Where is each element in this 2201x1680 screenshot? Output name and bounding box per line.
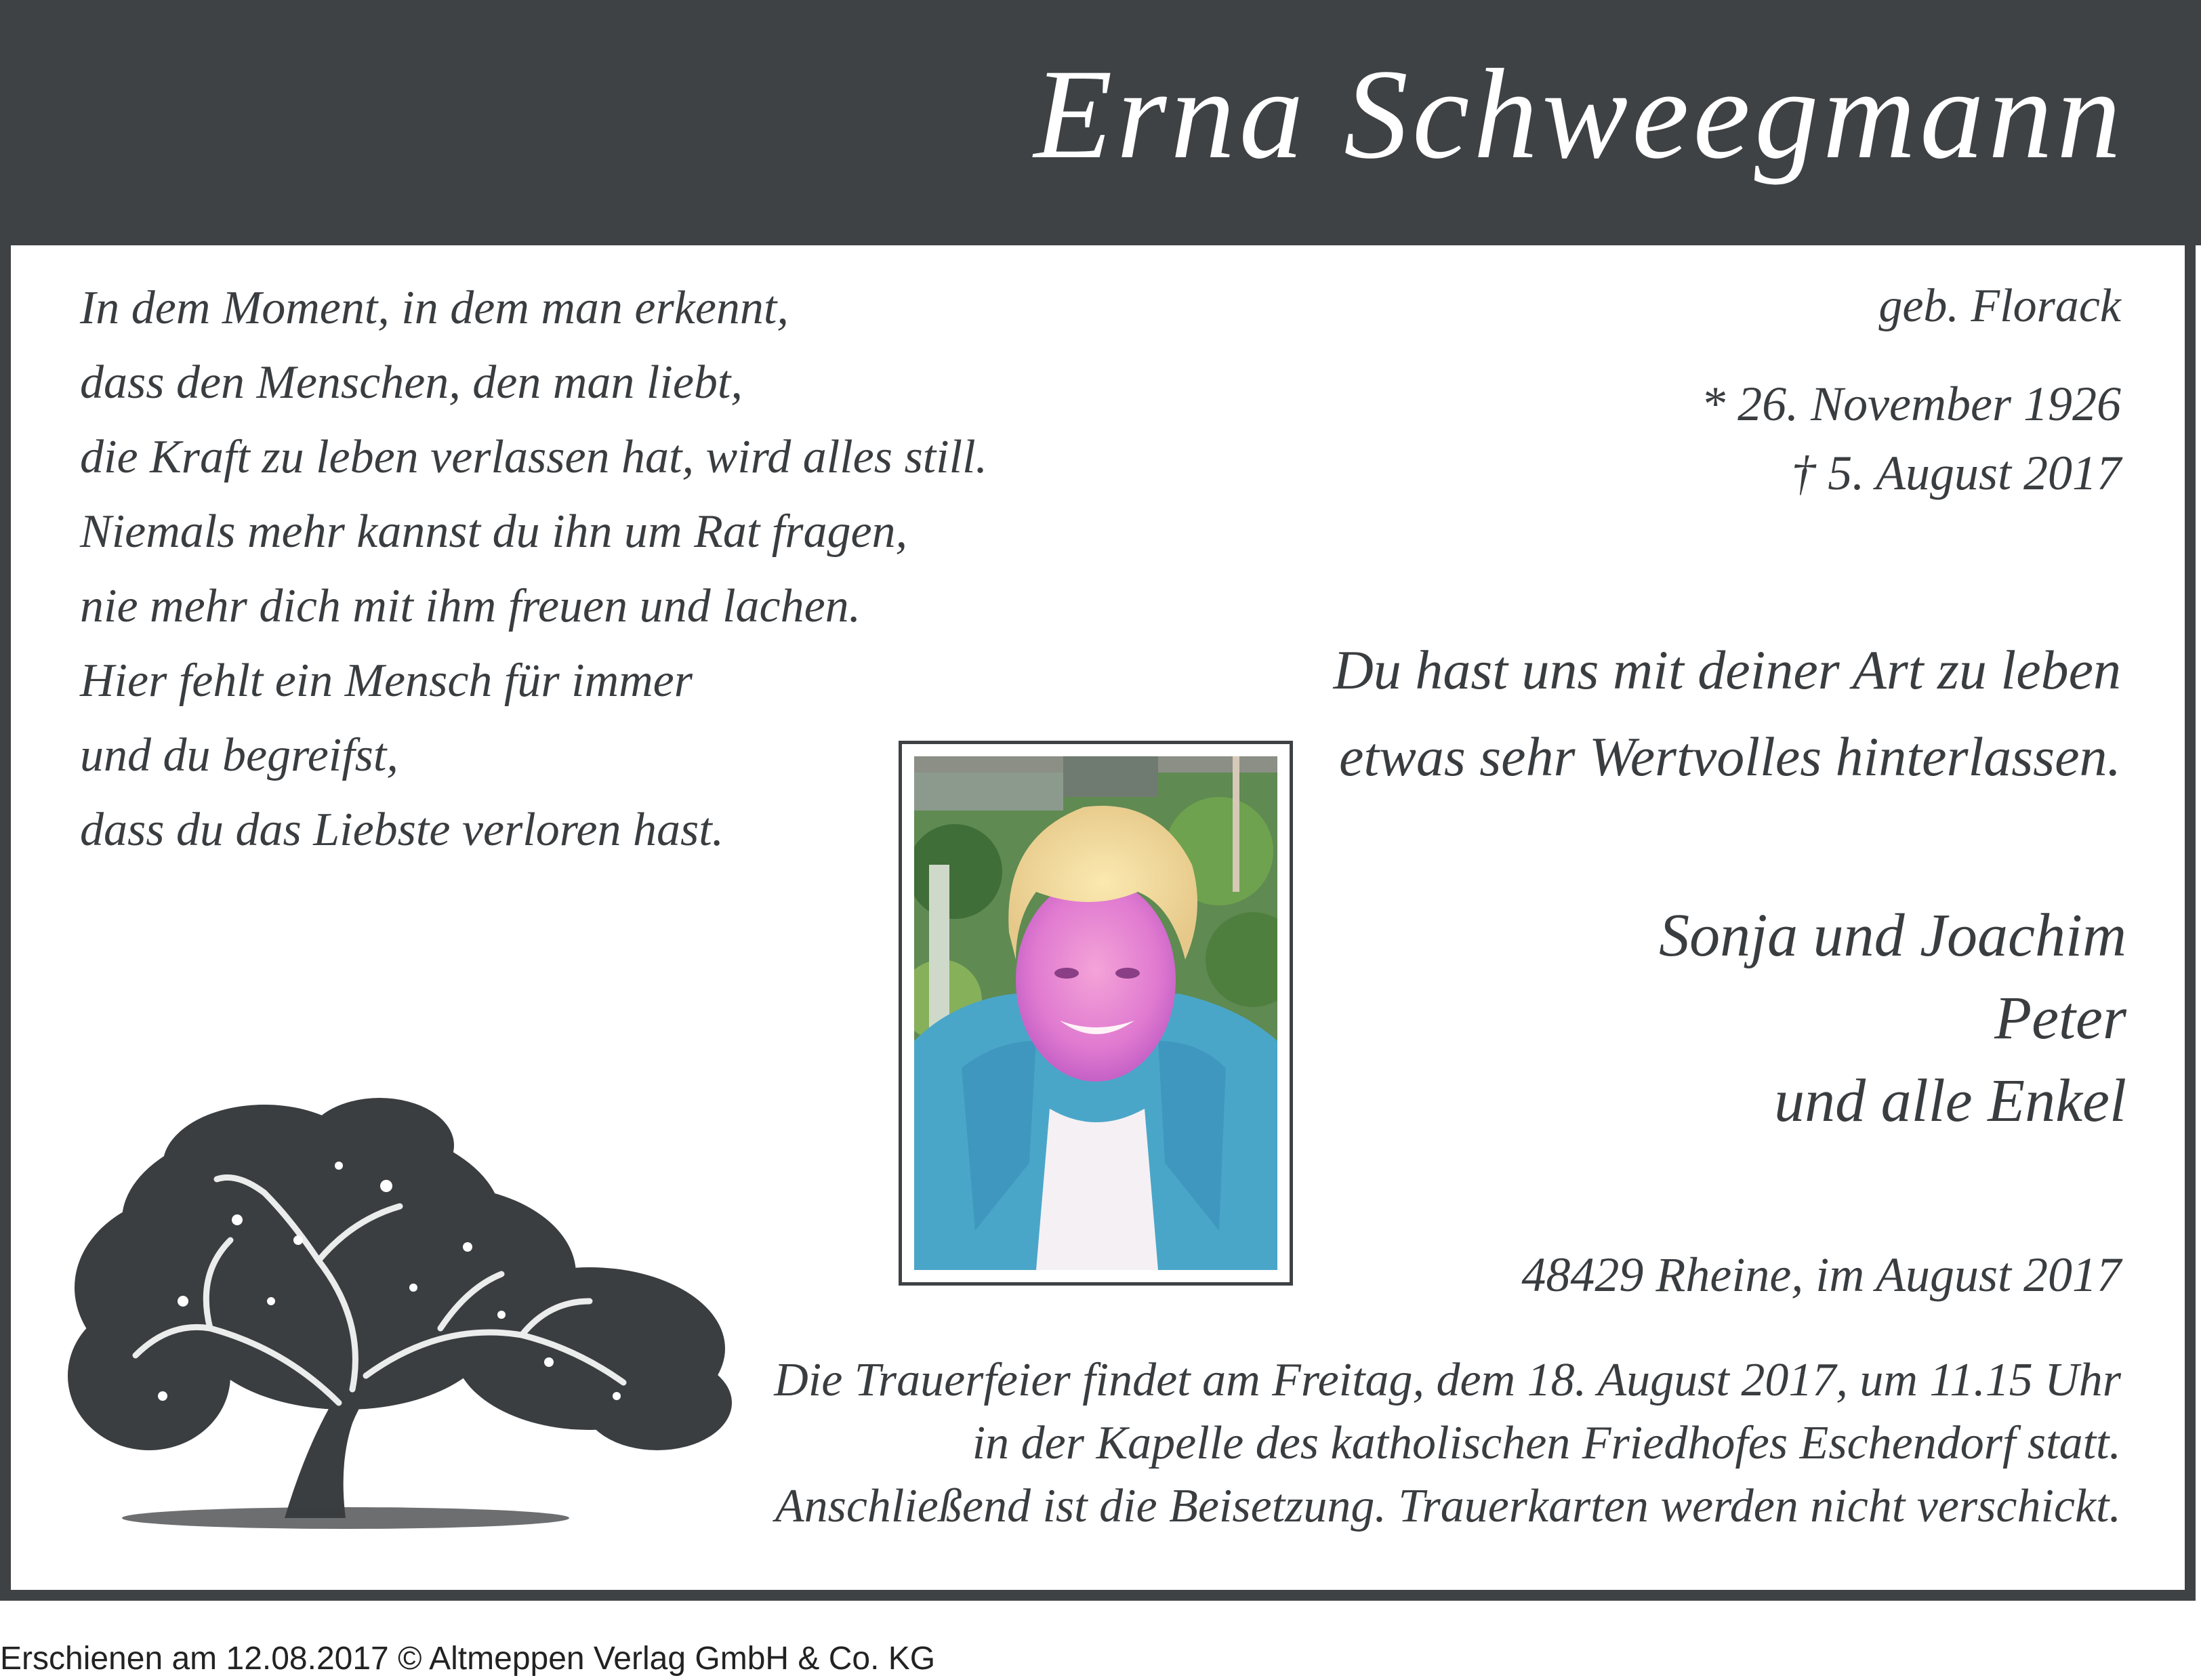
poem-line: und du begreifst, — [80, 729, 398, 781]
birth-name: geb. Florack — [1878, 280, 2121, 332]
life-dates — [1701, 369, 2121, 508]
ceremony-line: Die Trauerfeier findet am Freitag, dem 18. August 2017, um 11.15 Uhr — [774, 1354, 2121, 1406]
portrait-image — [914, 756, 1277, 1270]
portrait-photo — [914, 756, 1277, 1270]
quote-line: Du hast uns mit deiner Art zu leben — [1333, 639, 2121, 701]
quote-line: etwas sehr Wertvolles hinterlassen. — [1338, 726, 2121, 787]
poem-line: In dem Moment, in dem man erkennt, — [80, 282, 789, 334]
publication-footer: Erschienen am 12.08.2017 © Altmeppen Verlag GmbH & Co. KG — [0, 1641, 936, 1677]
memorial-quote — [1334, 627, 2121, 800]
ceremony-line: Anschließend ist die Beisetzung. Trauerkarten werden nicht verschickt. — [775, 1480, 2121, 1532]
poem — [80, 271, 987, 867]
mourner-line: und alle Enkel — [1774, 1067, 2126, 1134]
header-banner — [0, 0, 2201, 245]
ceremony-notice — [774, 1349, 2121, 1538]
poem-line: dass du das Liebste verloren hast. — [80, 804, 724, 856]
poem-line: nie mehr dich mit ihm freuen und lachen. — [80, 580, 861, 632]
ceremony-line: in der Kapelle des katholischen Friedhofes Eschendorf statt. — [972, 1417, 2121, 1469]
portrait-frame — [899, 741, 1293, 1286]
poem-line: dass den Menschen, den man liebt, — [80, 356, 743, 409]
poem-line: Hier fehlt ein Mensch für immer — [80, 655, 693, 707]
tree-illustration — [61, 1084, 739, 1532]
poem-line: die Kraft zu leben verlassen hat, wird alles still. — [80, 431, 988, 483]
mourner-line: Sonja und Joachim — [1659, 902, 2126, 969]
birth-date: * 26. November 1926 — [1701, 377, 2121, 431]
deceased-name: Erna Schweegmann — [1033, 43, 2125, 186]
mourner-line: Peter — [1994, 985, 2126, 1052]
place-date: 48429 Rheine, im August 2017 — [1521, 1248, 2121, 1302]
poem-line: Niemals mehr kannst du ihn um Rat fragen, — [80, 506, 908, 558]
death-date: † 5. August 2017 — [1791, 446, 2121, 500]
mourners — [1659, 895, 2126, 1143]
